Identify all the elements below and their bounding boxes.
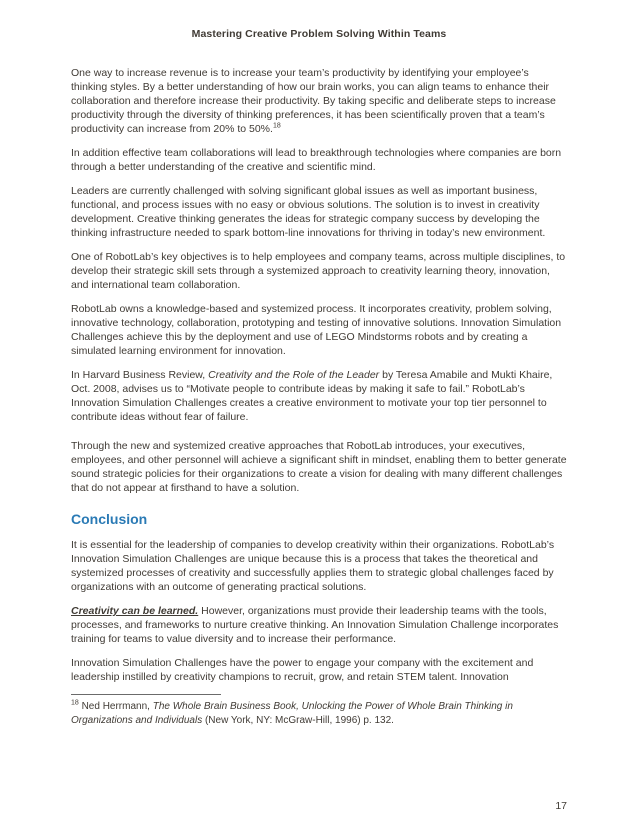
paragraph-6-rest: by Teresa Amabile and Mukti Khaire, Oct. 2008, advises us to “Motivate people to contribute ideas by making it safe to fail.” RobotLab’s Innovation Simulation Challenges creates a creative environment to motivate your top tier personnel to contribute ideas without fear of failure. bbox=[71, 369, 553, 423]
page-number: 17 bbox=[555, 800, 567, 812]
paragraph-5: RobotLab owns a knowledge-based and systemized process. It incorporates creativity, problem solving, innovative technology, collaboration, prototyping and testing of innovative solutions. Innovation Simulation Challenges achieve this by the deployment and use of LEGO Mindstorms robots and by creating a simulated learning environment for innovation. bbox=[71, 303, 562, 357]
footnote-separator-rule bbox=[71, 694, 221, 695]
paragraph-6-lead: In Harvard Business Review, bbox=[71, 369, 209, 381]
footnote bbox=[71, 700, 567, 728]
footnote-reference-marker: 18 bbox=[272, 122, 281, 130]
footnote-author: Ned Herrmann, bbox=[78, 701, 153, 712]
article-title-italic: Creativity and the Role of the Leader bbox=[208, 369, 380, 381]
paragraph-4: One of RobotLab’s key objectives is to help employees and company teams, across multiple disciplines, to develop their strategic skill sets through a systemized approach to creativity learning theory, innovation, and international team collaboration. bbox=[71, 251, 566, 291]
paragraph-1-text: One way to increase revenue is to increase your team’s productivity by identifying your employee’s thinking styles. By a better understanding of how our brain works, you can align teams to enhance their collaboration and therefore increase their productivity. By taking specific and deliberate steps to increase productivity through the diversity of thinking preferences, it has been scientifically proven that a team’s productivity can increase from 20% to 50%. bbox=[71, 67, 556, 135]
paragraph-6 bbox=[71, 368, 567, 424]
emphasized-lead-phrase: Creativity can be learned. bbox=[71, 605, 199, 617]
paragraph-1 bbox=[71, 66, 567, 136]
paragraph-9-rest: However, organizations must provide their leadership teams with the tools, processes, and frameworks to nurture creative thinking. An Innovation Simulation Challenge incorporates training for teams to value diversity and to increase their performance. bbox=[71, 605, 559, 645]
paragraph-9 bbox=[71, 604, 567, 646]
paragraph-8: It is essential for the leadership of companies to develop creativity within their organizations. RobotLab’s Innovation Simulation Challenges are unique because this is a process that takes the theoretical and systemized processes of creativity and successfully applies them to strategic global challenges faced by organizations with an outcome of generating practical solutions. bbox=[71, 539, 555, 593]
paragraph-3: Leaders are currently challenged with solving significant global issues as well as important business, functional, and process issues with no easy or obvious solutions. The solution is to invest in creativity development. Creative thinking generates the ideas for strategic company success by developing the thinking infrastructure needed to spark bottom-line innovations for thriving in today’s new environment. bbox=[71, 185, 546, 239]
conclusion-heading: Conclusion bbox=[71, 511, 148, 527]
paragraph-10: Innovation Simulation Challenges have the power to engage your company with the excitement and leadership instilled by creativity champions to recruit, grow, and retain STEM talent. Innovation bbox=[71, 657, 534, 683]
footnote-book-title-italic: The Whole Brain Business Book, Unlocking the Power of Whole Brain Thinking in Organizations and Individuals bbox=[71, 701, 513, 726]
footnote-number: 18 bbox=[71, 699, 79, 707]
footnote-publication-info: (New York, NY: McGraw-Hill, 1996) p. 132. bbox=[202, 715, 394, 726]
paragraph-7: Through the new and systemized creative approaches that RobotLab introduces, your executives, employees, and other personnel will achieve a significant shift in mindset, enabling them to better generate sound strategic policies for their organizations to create a vision for dealing with many different challenges that do not appear at firsthand to have a solution. bbox=[71, 440, 567, 494]
paragraph-2: In addition effective team collaborations will lead to breakthrough technologies where companies are born through a better understanding of the creative and scientific mind. bbox=[71, 147, 562, 173]
document-header-title: Mastering Creative Problem Solving Within Teams bbox=[191, 28, 447, 40]
footnote-area bbox=[71, 694, 567, 728]
